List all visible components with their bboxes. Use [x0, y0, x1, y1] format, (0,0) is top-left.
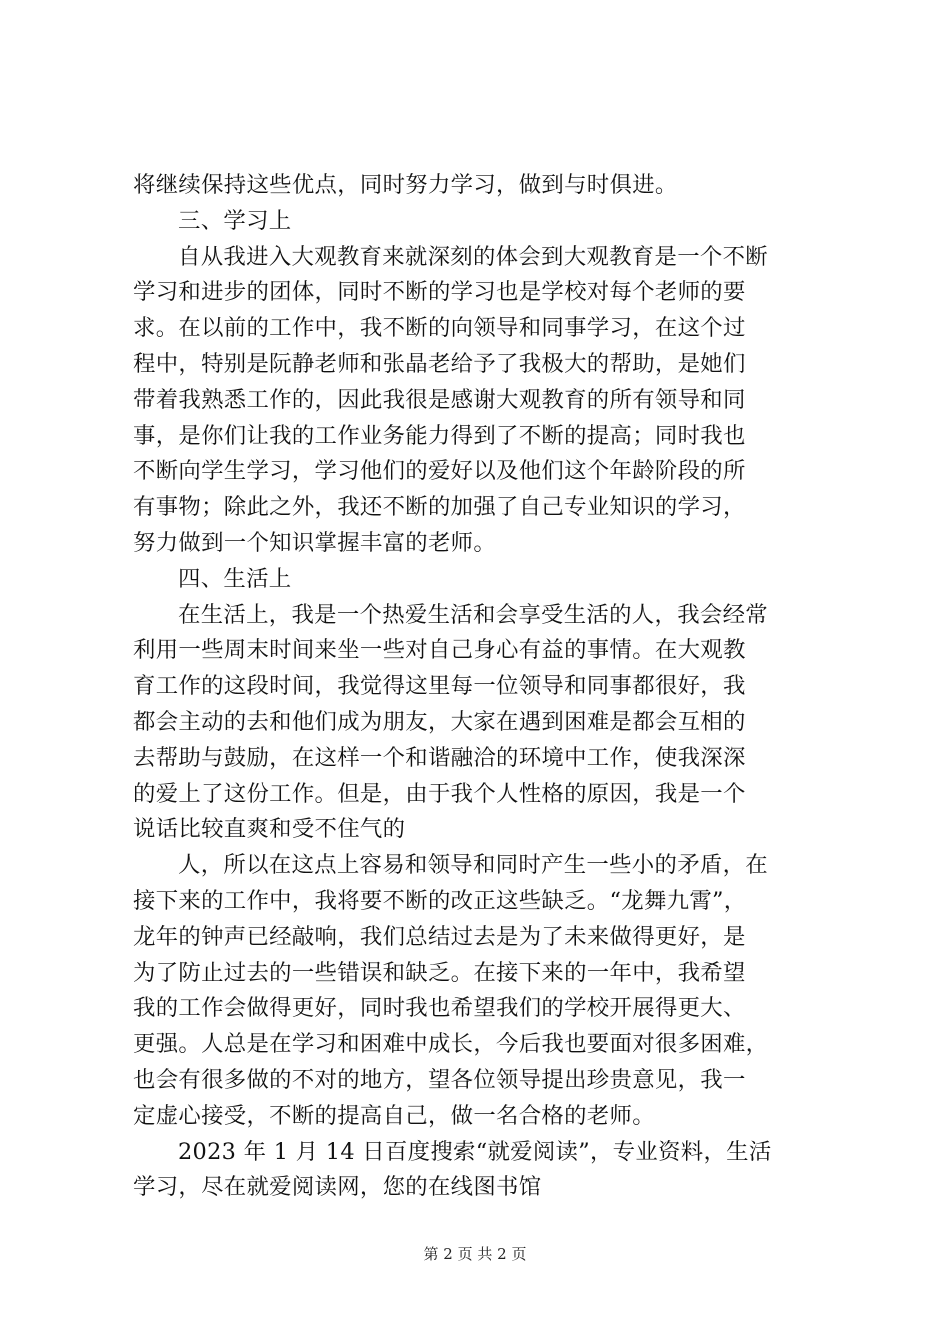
text-line: 也会有很多做的不对的地方，望各位领导提出珍贵意见，我一 — [133, 1066, 746, 1093]
text-line: 求。在以前的工作中，我不断的向领导和同事学习，在这个过 — [133, 315, 746, 342]
text-line: 在生活上，我是一个热爱生活和会享受生活的人，我会经常 — [178, 601, 768, 628]
document-body — [133, 168, 833, 1206]
text-line: 利用一些周末时间来坐一些对自己身心有益的事情。在大观教 — [133, 637, 746, 664]
text-line: 说话比较直爽和受不住气的 — [133, 816, 406, 843]
text-line: 四、生活上 — [178, 565, 292, 592]
text-line: 人，所以在这点上容易和领导和同时产生一些小的矛盾，在 — [178, 852, 768, 879]
text-line: 带着我熟悉工作的，因此我很是感谢大观教育的所有领导和同 — [133, 386, 746, 413]
text-line: 都会主动的去和他们成为朋友，大家在遇到困难是都会互相的 — [133, 708, 746, 735]
text-line: 去帮助与鼓励，在这样一个和谐融洽的环境中工作，使我深深 — [133, 744, 746, 771]
text-line: 自从我进入大观教育来就深刻的体会到大观教育是一个不断 — [178, 243, 768, 270]
text-line: 更强。人总是在学习和困难中成长，今后我也要面对很多困难， — [133, 1031, 769, 1058]
text-line: 学习，尽在就爱阅读网，您的在线图书馆 — [133, 1174, 542, 1201]
text-line: 将继续保持这些优点，同时努力学习，做到与时俱进。 — [133, 172, 678, 198]
text-line: 不断向学生学习，学习他们的爱好以及他们这个年龄阶段的所 — [133, 458, 746, 485]
text-line: 的爱上了这份工作。但是，由于我个人性格的原因，我是一个 — [133, 780, 746, 807]
text-line: 我的工作会做得更好，同时我也希望我们的学校开展得更大、 — [133, 995, 746, 1022]
text-line: 努力做到一个知识掌握丰富的老师。 — [133, 529, 497, 556]
text-line: 接下来的工作中，我将要不断的改正这些缺乏。“龙舞九霄”， — [133, 887, 747, 914]
text-line: 有事物；除此之外，我还不断的加强了自己专业知识的学习， — [133, 494, 746, 521]
text-line: 龙年的钟声已经敲响，我们总结过去是为了未来做得更好，是 — [133, 923, 746, 950]
text-line: 三、学习上 — [178, 207, 292, 234]
page-footer: 第 2 页 共 2 页 — [423, 1245, 527, 1263]
text-line: 程中，特别是阮静老师和张晶老给予了我极大的帮助，是她们 — [133, 350, 746, 377]
text-line: 事，是你们让我的工作业务能力得到了不断的提高；同时我也 — [133, 422, 746, 449]
text-line: 定虚心接受，不断的提高自己，做一名合格的老师。 — [133, 1102, 655, 1129]
text-line: 为了防止过去的一些错误和缺乏。在接下来的一年中，我希望 — [133, 959, 746, 986]
text-line: 育工作的这段时间，我觉得这里每一位领导和同事都很好，我 — [133, 673, 746, 700]
text-line: 学习和进步的团体，同时不断的学习也是学校对每个老师的要 — [133, 279, 746, 306]
text-line: 2023 年 1 月 14 日百度搜索“就爱阅读”，专业资料，生活 — [178, 1138, 772, 1165]
